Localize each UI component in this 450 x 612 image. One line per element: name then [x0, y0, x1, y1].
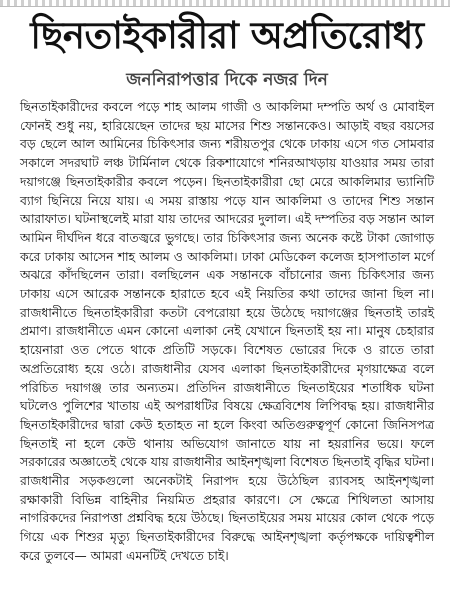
previous-column-strip [0, 0, 450, 7]
editorial-article [20, 10, 434, 608]
article-headline: ছিনতাইকারীরা অপ্রতিরোধ্য [30, 13, 424, 57]
article-body: ছিনতাইকারীদের কবলে পড়ে শাহ আলম গাজী ও আকলিমা দম্পতি অর্থ ও মোবাইল ফোনই শুধু নয়, হারিয়েছেন তাদের ছয় মাসের শিশু সন্তানকেও। আড়াই বছর বয়সের বড় ছেলে আল আমিনের চিকিৎসার জন্য শরীয়তপুর থেকে ঢাকায় এসে গত সোমবার সকালে সদরঘাট লঞ্চ টার্মিনাল থেকে রিকশাযোগে শনিরআখড়ায় যাওয়ার সময় তারা দয়াগঞ্জে ছিনতাইকারীর কবলে পড়েন। ছিনতাইকারীরা ছো মেরে আকলিমার ভ্যানিটি ব্যাগ ছিনিয়ে নিয়ে যায়। এ সময় রাস্তায় পড়ে যান আকলিমা ও তাদের শিশু সন্তান আরাফাত। ঘটনাস্থলেই মারা যায় তাদের আদরের দুলাল। এই দম্পতির বড় সন্তান আল আমিন দীর্ঘদিন ধরে বাতজ্বরে ভুগছে। তার চিকিৎসার জন্য অনেক কষ্টে টাকা জোগাড় করে ঢাকায় আসেন শাহ আলম ও আকলিমা। ঢাকা মেডিকেল কলেজ হাসপাতাল মর্গে অঝরে কাঁদছিলেন তারা। বলছিলেন এক সন্তানকে বাঁচানোর জন্য চিকিৎসার জন্য ঢাকায় এসে আরেক সন্তানকে হারাতে হবে এই নিয়তির কথা তাদের জানা ছিল না। রাজধানীতে ছিনতাইকারীরা কতটা বেপরোয়া হয়ে উঠেছে দয়াগঞ্জের ছিনতাই তারই প্রমাণ। রাজধানীতে এমন কোনো এলাকা নেই যেখানে ছিনতাই হয় না। মানুষ চেহারার হায়েনারা ওত পেতে থাকে প্রতিটি সড়কে। বিশেষত ভোরের দিকে ও রাতে তারা অপ্রতিরোধ্য হয়ে ওঠে। রাজধানীর যেসব এলাকা ছিনতাইকারীদের মৃগয়াক্ষেত্র বলে পরিচিত দয়াগঞ্জ তার অন্যতম। প্রতিদিন রাজধানীতে ছিনতাইয়ের শতাধিক ঘটনা ঘটলেও পুলিশের খাতায় এই অপরাধটির বিষয়ে ক্ষেত্রবিশেষ লিপিবদ্ধ হয়। রাজধানীর ছিনতাইকারীদের দ্বারা কেউ হতাহত না হলে কিংবা অতিগুরুত্বপূর্ণ কোনো জিনিসপত্র ছিনতাই না হলে কেউ থানায় অভিযোগ জানাতে যায় না হয়রানির ভয়ে। ফলে সরকারের অজ্ঞাতেই থেকে যায় রাজধানীর আইনশৃঙ্খলা বিশেষত ছিনতাই বৃদ্ধির ঘটনা। রাজধানীর সড়কগুলো অনেকটাই নিরাপদ হয়ে উঠেছিল র‌্যাবসহ আইনশৃঙ্খলা রক্ষাকারী বিভিন্ন বাহিনীর নিয়মিত প্রহরার কারণে। সে ক্ষেত্রে শিথিলতা আসায় নাগরিকদের নিরাপত্তা প্রশ্নবিদ্ধ হয়ে উঠছে। ছিনতাইয়ের সময় মায়ের কোল থেকে পড়ে গিয়ে এক শিশুর মৃত্যু ছিনতাইকারীদের বিরুদ্ধে আইনশৃঙ্খলা কর্তৃপক্ষকে দায়িত্বশীল করে তুলবে— আমরা এমনটিই দেখতে চাই। [20, 100, 434, 563]
article-subheadline: জননিরাপত্তার দিকে নজর দিন [126, 70, 328, 90]
